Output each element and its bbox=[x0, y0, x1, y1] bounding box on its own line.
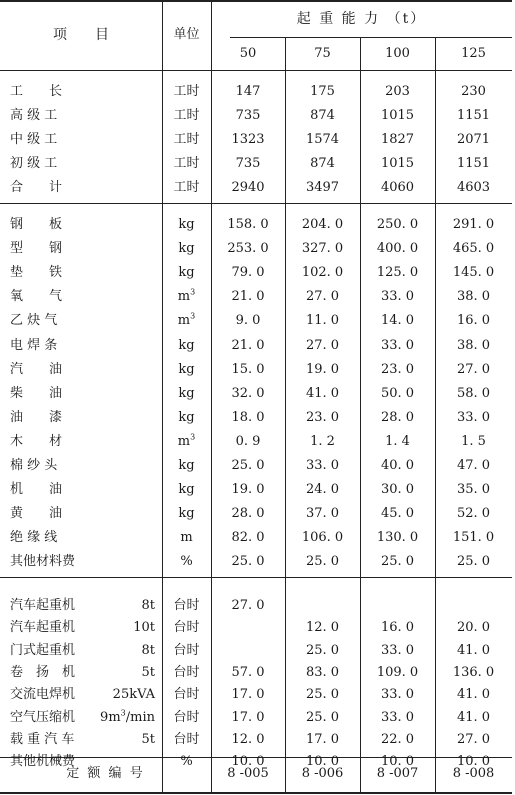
materials-row-value: 27. 0 bbox=[305, 337, 340, 353]
labor-row-value: 1574 bbox=[305, 132, 340, 147]
materials-row-value: 28. 0 bbox=[380, 409, 415, 425]
machines-row-name: 交流电焊机 bbox=[10, 687, 76, 703]
footer-label: 定 额 编 号 bbox=[66, 766, 145, 781]
materials-row-value: 25. 0 bbox=[231, 458, 265, 473]
machines-row-value: 109. 0 bbox=[376, 664, 419, 680]
machines-row-value: 25. 0 bbox=[305, 642, 340, 658]
materials-row-value: 40. 0 bbox=[380, 458, 415, 473]
machines-row-spec: 25kVA bbox=[112, 687, 155, 703]
materials-row-name: 汽 油 bbox=[10, 361, 63, 377]
labor-row-name: 高 级 工 bbox=[10, 108, 58, 123]
labor-row-value: 4060 bbox=[380, 180, 415, 195]
machines-row-spec: 8t bbox=[141, 642, 155, 658]
materials-row-unit: $m^3$ bbox=[177, 432, 196, 449]
materials-row-name: 木 材 bbox=[10, 433, 63, 449]
materials-row-value: 50. 0 bbox=[380, 385, 415, 401]
materials-row-value: 33. 0 bbox=[380, 289, 415, 305]
labor-row-name: 工 长 bbox=[10, 84, 63, 99]
materials-row-name: 棉 纱 头 bbox=[10, 458, 58, 473]
materials-row-name: 垫 铁 bbox=[10, 265, 63, 281]
labor-row-value: 874 bbox=[310, 156, 335, 171]
header-unit: 单位 bbox=[173, 27, 200, 42]
machines-row-unit: 台时 bbox=[173, 598, 200, 613]
materials-row-name: 氧 气 bbox=[10, 289, 63, 305]
materials-row-value: 18. 0 bbox=[231, 409, 265, 425]
machines-row-value: 10. 0 bbox=[456, 754, 491, 770]
labor-row-value: 4603 bbox=[456, 180, 491, 195]
labor-row-name: 初 级 工 bbox=[10, 156, 58, 171]
capacity-75: 75 bbox=[314, 46, 331, 61]
materials-row-value: 253. 0 bbox=[227, 241, 269, 257]
labor-row-unit: 工时 bbox=[173, 132, 200, 147]
materials-row-unit: kg bbox=[178, 337, 195, 353]
capacity-125: 125 bbox=[461, 46, 486, 61]
materials-row-value: 130. 0 bbox=[376, 530, 419, 546]
machines-row-value: 57. 0 bbox=[231, 664, 265, 680]
materials-row-unit: % bbox=[180, 554, 193, 570]
materials-row-value: 25. 0 bbox=[456, 554, 491, 570]
machines-row-value: 12. 0 bbox=[231, 731, 265, 747]
labor-row-name: 中 级 工 bbox=[10, 132, 58, 147]
materials-row-value: 1. 4 bbox=[385, 433, 410, 449]
machines-row-name: 空气压缩机 bbox=[10, 709, 76, 725]
footer-code-75: 8 -006 bbox=[301, 766, 344, 781]
materials-row-value: 27. 0 bbox=[305, 289, 340, 305]
labor-row-value: 175 bbox=[310, 84, 335, 99]
materials-row-value: 9. 0 bbox=[235, 313, 261, 329]
materials-row-value: 19. 0 bbox=[305, 361, 340, 377]
labor-row-value: 1015 bbox=[380, 156, 415, 171]
materials-row-name: 柴 油 bbox=[10, 385, 63, 401]
capacity-50: 50 bbox=[239, 46, 257, 61]
labor-row-value: 147 bbox=[235, 84, 261, 99]
materials-row-value: 32. 0 bbox=[231, 385, 265, 401]
machines-row-value: 41. 0 bbox=[456, 687, 491, 703]
materials-row-name: 钢 板 bbox=[10, 217, 63, 232]
machines-row-unit: 台时 bbox=[173, 664, 200, 680]
labor-row-value: 735 bbox=[235, 108, 261, 123]
machines-row-name: 卷 扬 机 bbox=[10, 664, 76, 680]
materials-row-unit: kg bbox=[178, 265, 195, 281]
machines-row-name: 汽车起重机 bbox=[10, 620, 76, 636]
machines-row-value: 27. 0 bbox=[456, 731, 491, 747]
materials-row-value: 204. 0 bbox=[301, 217, 344, 232]
machines-row-unit: 台时 bbox=[173, 731, 200, 747]
materials-row-value: 1. 2 bbox=[310, 433, 335, 449]
footer-code-50: 8 -005 bbox=[227, 766, 269, 781]
materials-row-name: 黄 油 bbox=[10, 506, 63, 522]
materials-row-value: 106. 0 bbox=[301, 530, 344, 546]
labor-row-unit: 工时 bbox=[173, 156, 200, 171]
materials-row-value: 82. 0 bbox=[231, 530, 265, 546]
materials-row-value: 28. 0 bbox=[231, 506, 265, 522]
machines-row-value: 27. 0 bbox=[231, 598, 265, 613]
machines-row-value: 17. 0 bbox=[231, 709, 265, 725]
materials-row-name: 其他材料费 bbox=[10, 554, 76, 570]
materials-row-value: 38. 0 bbox=[456, 337, 491, 353]
machines-row-value: 22. 0 bbox=[380, 731, 415, 747]
header-item: 项 目 bbox=[53, 27, 109, 43]
materials-row-unit: m bbox=[180, 530, 193, 546]
materials-row-name: 机 油 bbox=[10, 482, 63, 498]
machines-row-value: 41. 0 bbox=[456, 642, 491, 658]
labor-row-unit: 工时 bbox=[173, 180, 200, 195]
materials-row-value: 23. 0 bbox=[380, 361, 415, 377]
capacity-100: 100 bbox=[385, 46, 410, 61]
materials-row-value: 327. 0 bbox=[301, 241, 344, 257]
materials-row-value: 0. 9 bbox=[235, 433, 261, 449]
materials-row-value: 1. 5 bbox=[461, 433, 486, 449]
header-sub-rule bbox=[230, 37, 512, 38]
labor-row-value: 2071 bbox=[456, 132, 491, 147]
machines-row-unit: 台时 bbox=[173, 709, 200, 725]
materials-row-unit: kg bbox=[178, 361, 195, 377]
machines-row-value: 10. 0 bbox=[305, 754, 340, 770]
materials-row-value: 27. 0 bbox=[456, 361, 491, 377]
materials-row-value: 11. 0 bbox=[305, 313, 340, 329]
materials-row-value: 14. 0 bbox=[380, 313, 415, 329]
machines-row-unit: % bbox=[180, 754, 193, 770]
machines-row-value: 16. 0 bbox=[380, 620, 415, 636]
machines-row-value: 17. 0 bbox=[231, 687, 265, 703]
machines-row-unit: 台时 bbox=[173, 687, 200, 703]
materials-row-value: 33. 0 bbox=[380, 337, 415, 353]
labor-row-value: 735 bbox=[235, 156, 261, 171]
materials-row-value: 25. 0 bbox=[305, 554, 340, 570]
footer-code-100: 8 -007 bbox=[376, 766, 419, 781]
labor-row-unit: 工时 bbox=[173, 84, 200, 99]
materials-row-value: 30. 0 bbox=[380, 482, 415, 498]
materials-row-unit: kg bbox=[178, 458, 195, 473]
materials-row-value: 21. 0 bbox=[231, 289, 265, 305]
machines-row-spec: 5t bbox=[141, 664, 155, 680]
machines-row-value: 136. 0 bbox=[452, 664, 495, 680]
materials-row-value: 79. 0 bbox=[231, 265, 265, 281]
labor-row-unit: 工时 bbox=[173, 108, 200, 123]
materials-row-value: 23. 0 bbox=[305, 409, 340, 425]
machines-row-spec: 10t bbox=[133, 620, 155, 636]
materials-row-name: 电 焊 条 bbox=[10, 337, 58, 353]
machines-row-spec: 5t bbox=[141, 731, 155, 747]
materials-row-unit: $m^3$ bbox=[177, 287, 196, 305]
labor-row-value: 1323 bbox=[231, 132, 265, 147]
materials-row-value: 58. 0 bbox=[456, 385, 491, 401]
materials-row-unit: kg bbox=[178, 506, 195, 522]
labor-row-value: 1827 bbox=[380, 132, 415, 147]
table-top-rule bbox=[0, 0, 512, 2]
labor-row-value: 1151 bbox=[456, 108, 491, 123]
materials-row-name: 乙 炔 气 bbox=[10, 313, 58, 329]
machines-row-value: 33. 0 bbox=[380, 709, 415, 725]
materials-row-name: 油 漆 bbox=[10, 409, 63, 425]
machines-row-name: 其他机械费 bbox=[10, 754, 76, 770]
materials-row-unit: kg bbox=[178, 482, 195, 498]
materials-row-value: 21. 0 bbox=[231, 337, 265, 353]
materials-row-unit: kg bbox=[178, 385, 195, 401]
labor-row-name: 合 计 bbox=[10, 180, 63, 195]
materials-row-value: 52. 0 bbox=[456, 506, 491, 522]
machines-row-value: 10. 0 bbox=[231, 754, 265, 770]
machines-row-value: 12. 0 bbox=[305, 620, 340, 636]
labor-row-value: 874 bbox=[310, 108, 335, 123]
materials-row-unit: kg bbox=[178, 241, 195, 257]
materials-row-value: 33. 0 bbox=[456, 409, 491, 425]
machines-row-value: 41. 0 bbox=[456, 709, 491, 725]
labor-row-value: 1015 bbox=[380, 108, 415, 123]
machines-row-unit: 台时 bbox=[173, 642, 200, 658]
materials-row-value: 145. 0 bbox=[452, 265, 495, 281]
materials-row-name: 型 钢 bbox=[10, 241, 63, 257]
materials-row-value: 25. 0 bbox=[231, 554, 265, 570]
materials-row-unit: kg bbox=[178, 409, 195, 425]
machines-row-unit: 台时 bbox=[173, 620, 200, 636]
materials-row-value: 250. 0 bbox=[376, 217, 419, 232]
materials-row-value: 291. 0 bbox=[452, 217, 495, 232]
materials-row-value: 38. 0 bbox=[456, 289, 491, 305]
materials-row-value: 158. 0 bbox=[227, 217, 269, 232]
materials-row-value: 25. 0 bbox=[380, 554, 415, 570]
materials-row-name: 绝 缘 线 bbox=[10, 530, 58, 546]
materials-row-value: 37. 0 bbox=[305, 506, 340, 522]
machines-row-value: 20. 0 bbox=[456, 620, 491, 636]
labor-row-value: 1151 bbox=[456, 156, 491, 171]
materials-row-value: 465. 0 bbox=[452, 241, 495, 257]
labor-row-value: 230 bbox=[461, 84, 486, 99]
materials-row-unit: $m^3$ bbox=[177, 312, 196, 329]
machines-row-value: 83. 0 bbox=[305, 664, 340, 680]
machines-row-value: 17. 0 bbox=[305, 731, 340, 747]
machines-row-value: 25. 0 bbox=[305, 687, 340, 703]
materials-row-unit: kg bbox=[178, 217, 195, 232]
materials-row-value: 102. 0 bbox=[301, 265, 344, 281]
machines-row-value: 10. 0 bbox=[380, 754, 415, 770]
machines-row-name: 汽车起重机 bbox=[10, 598, 76, 613]
materials-row-value: 16. 0 bbox=[456, 313, 491, 329]
materials-row-value: 41. 0 bbox=[305, 385, 340, 401]
materials-row-value: 125. 0 bbox=[376, 265, 419, 281]
machines-row-spec: 8t bbox=[141, 598, 155, 613]
machines-row-name: 门式起重机 bbox=[10, 642, 76, 658]
materials-row-value: 45. 0 bbox=[380, 506, 415, 522]
machines-row-name: 载 重 汽 车 bbox=[10, 731, 75, 747]
machines-row-value: 25. 0 bbox=[305, 709, 340, 725]
materials-row-value: 24. 0 bbox=[305, 482, 340, 498]
machines-row-value: 33. 0 bbox=[380, 642, 415, 658]
footer-code-125: 8 -008 bbox=[452, 766, 495, 781]
labor-row-value: 203 bbox=[385, 84, 410, 99]
materials-row-value: 151. 0 bbox=[452, 530, 495, 546]
header-capacity: 起 重 能 力 （t） bbox=[296, 11, 427, 27]
materials-row-value: 400. 0 bbox=[376, 241, 419, 257]
machines-row-value: 33. 0 bbox=[380, 687, 415, 703]
materials-row-value: 33. 0 bbox=[305, 458, 340, 473]
materials-row-value: 35. 0 bbox=[456, 482, 491, 498]
materials-row-value: 19. 0 bbox=[231, 482, 265, 498]
machines-row-spec: $9m^3/\min$ bbox=[100, 708, 155, 725]
materials-row-value: 15. 0 bbox=[231, 361, 265, 377]
materials-row-value: 47. 0 bbox=[456, 458, 491, 473]
labor-row-value: 2940 bbox=[231, 180, 265, 195]
labor-row-value: 3497 bbox=[305, 180, 340, 195]
